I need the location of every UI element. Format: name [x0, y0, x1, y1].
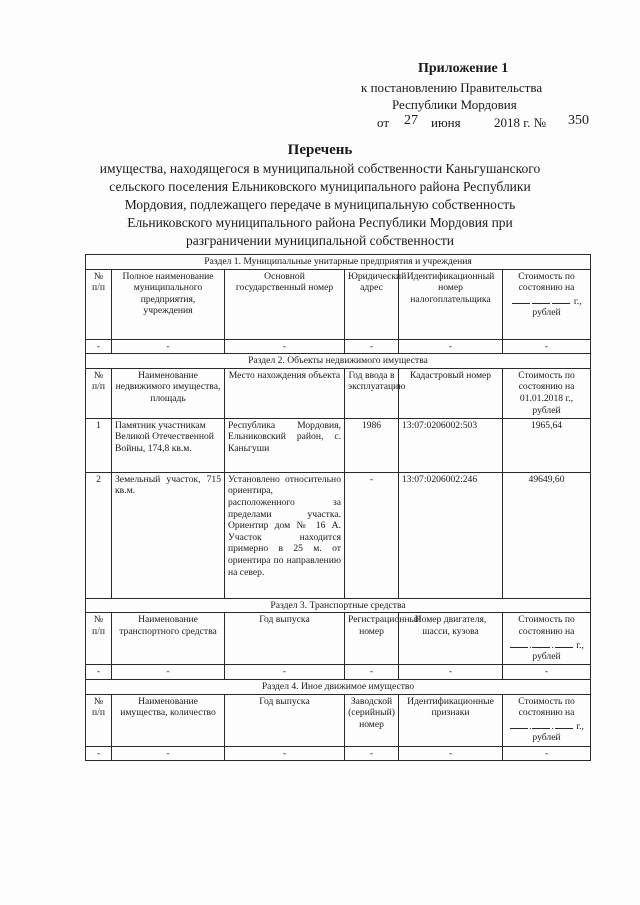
object-location: Установлено относительно ориентира, расположенного за пределами участка. Ориентир дом № 16 А. Участок находится примерно в 25 м. от ориентира по направлению на север. [225, 472, 345, 598]
table-row [86, 339, 591, 354]
col-cost: Стоимость по состоянию на . . г., рублей [503, 613, 591, 665]
col-cost: Стоимость по состоянию на 01.01.2018 г., рублей [503, 368, 591, 418]
col-cadastral: Кадастровый номер [399, 368, 503, 418]
object-name: Памятник участникам Великой Отечественной Войны, 174,8 кв.м. [112, 418, 225, 472]
cost-label: Стоимость по состоянию на [518, 270, 575, 294]
row-number: 2 [86, 472, 112, 598]
cost-unit: г., рублей [532, 295, 582, 319]
object-cost: 1965,64 [503, 418, 591, 472]
table-row [86, 418, 591, 472]
cell: - [345, 746, 399, 761]
cadastral-number: 13:07:0206002:246 [399, 472, 503, 598]
subtitle-line: Ельниковского муниципального района Республики Мордовия при [127, 215, 513, 230]
cost-unit: г., рублей [532, 720, 584, 744]
blank-line [532, 719, 550, 729]
cell: - [86, 746, 112, 761]
blank-line [510, 638, 528, 648]
table-row [86, 472, 591, 598]
blank-line [510, 719, 528, 729]
cell: - [503, 665, 591, 680]
cell: - [503, 746, 591, 761]
section-4-columns [86, 694, 591, 746]
section-title: Раздел 1. Муниципальные унитарные предприятия и учреждения [86, 255, 591, 270]
col-cost: Стоимость по состоянию на . . г., рублей [503, 694, 591, 746]
section-title: Раздел 2. Объекты недвижимого имущества [86, 354, 591, 369]
section-1-header [86, 255, 591, 270]
col-number: № п/п [86, 269, 112, 339]
date-month: июня [431, 115, 461, 130]
blank-line [555, 719, 573, 729]
section-2-header [86, 354, 591, 369]
date-from: от [377, 115, 390, 130]
cell: - [399, 746, 503, 761]
cell: - [86, 665, 112, 680]
col-ogrn: Основной государственный номер [225, 269, 345, 339]
section-title: Раздел 4. Иное движимое имущество [86, 679, 591, 694]
subtitle-line: разграничении муниципальной собственности [185, 233, 455, 248]
row-number: 1 [86, 418, 112, 472]
cost-label: Стоимость по состоянию на [518, 695, 575, 719]
cell: - [86, 339, 112, 354]
section-4-header [86, 679, 591, 694]
col-cost [503, 269, 591, 339]
col-name: Полное наименование муниципального предприятия, учреждения [112, 269, 225, 339]
col-year: Год выпуска [225, 694, 345, 746]
col-registration: Регистрационный номер [345, 613, 399, 665]
object-name: Земельный участок, 715 кв.м. [112, 472, 225, 598]
subtitle-line: Мордовия, подлежащего передаче в муниципальную собственность [124, 197, 516, 212]
col-name: Наименование транспортного средства [112, 613, 225, 665]
table-row [86, 746, 591, 761]
object-cost: 49649,60 [503, 472, 591, 598]
cost-unit: г., рублей [532, 639, 584, 663]
col-year: Год выпуска [225, 613, 345, 665]
section-3-columns [86, 613, 591, 665]
object-year: - [345, 472, 399, 598]
col-engine: Номер двигателя, шасси, кузова [399, 613, 503, 665]
col-address: Юридический адрес [345, 269, 399, 339]
cost-label: Стоимость по состоянию на [518, 614, 575, 637]
section-title: Раздел 3. Транспортные средства [86, 598, 591, 613]
blank-line [512, 294, 530, 304]
cell: - [399, 665, 503, 680]
cell: - [225, 665, 345, 680]
date-year: 2018 г. № [494, 115, 547, 130]
section-3-header [86, 598, 591, 613]
document-subtitle [0, 160, 640, 250]
blank-line [555, 638, 573, 648]
resolution-line: к постановлению Правительства [361, 80, 543, 95]
col-number: № п/п [86, 694, 112, 746]
blank-line [532, 638, 550, 648]
col-number: № п/п [86, 368, 112, 418]
object-location: Республика Мордовия, Ельниковский район, с. Каньгуши [225, 418, 345, 472]
section-2-columns [86, 368, 591, 418]
object-year: 1986 [345, 418, 399, 472]
col-location: Место нахождения объекта [225, 368, 345, 418]
section-1-columns [86, 269, 591, 339]
col-serial: Заводской (серийный) номер [345, 694, 399, 746]
cadastral-number: 13:07:0206002:503 [399, 418, 503, 472]
cell: - [112, 665, 225, 680]
col-identifiers: Идентификационные признаки [399, 694, 503, 746]
appendix-label: Приложение 1 [418, 61, 509, 76]
republic-line: Республики Мордовия [392, 97, 517, 112]
resolution-number: 350 [568, 113, 589, 128]
cell: - [225, 746, 345, 761]
cell: - [112, 339, 225, 354]
col-number: № п/п [86, 613, 112, 665]
subtitle-line: сельского поселения Ельниковского муниципального района Республики [109, 179, 531, 194]
cell: - [345, 339, 399, 354]
date-day: 27 [404, 113, 418, 128]
cell: - [503, 339, 591, 354]
subtitle-line: имущества, находящегося в муниципальной собственности Каньгушанского [99, 161, 541, 176]
cell: - [345, 665, 399, 680]
cell: - [225, 339, 345, 354]
property-table [85, 254, 591, 761]
document-title: Перечень [287, 142, 353, 158]
col-inn: Идентификационный номер налогоплательщика [399, 269, 503, 339]
cell: - [112, 746, 225, 761]
cell: - [399, 339, 503, 354]
col-name: Наименование недвижимого имущества, площадь [112, 368, 225, 418]
col-year: Год ввода в эксплуатацию [345, 368, 399, 418]
col-name: Наименование имущества, количество [112, 694, 225, 746]
table-row [86, 665, 591, 680]
blank-line [552, 294, 570, 304]
blank-line [532, 294, 550, 304]
